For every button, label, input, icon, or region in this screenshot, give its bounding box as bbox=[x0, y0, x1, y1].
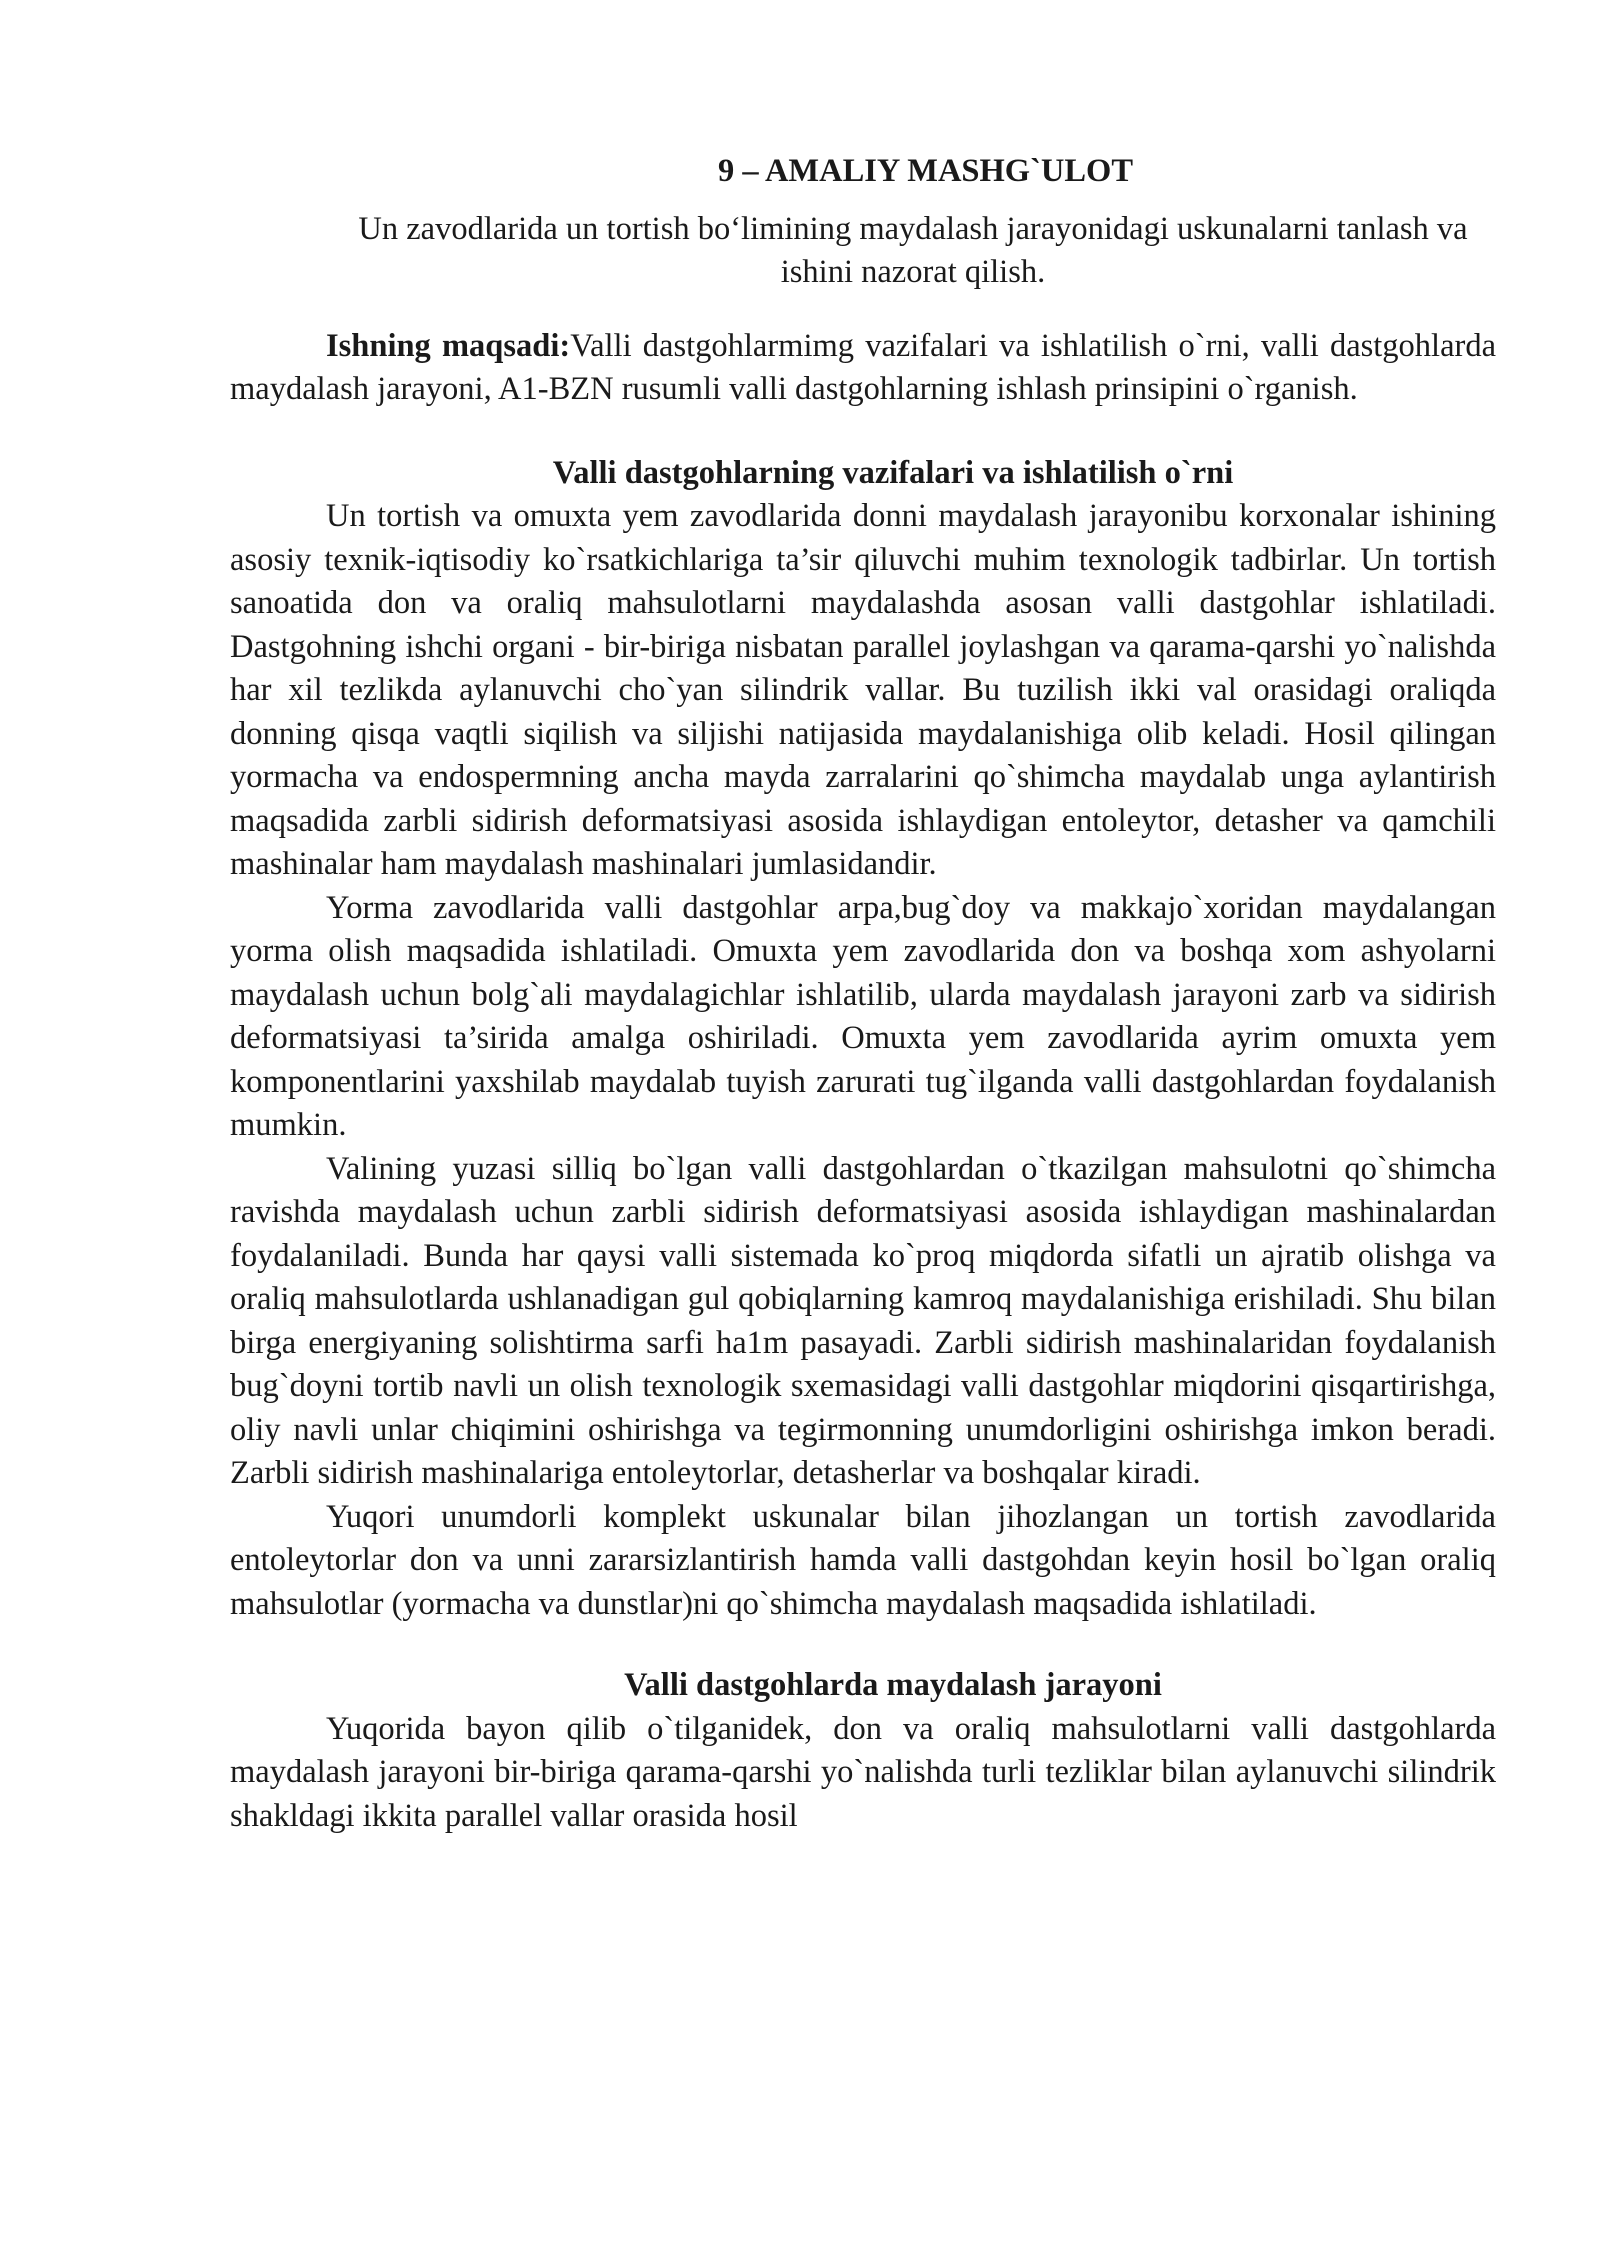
paragraph: Un tortish va omuxta yem zavodlarida donni maydalash jarayonibu korxonalar ishining asosiy texnik-iqtisodiy ko`rsatkichlariga ta’sir qiluvchi muhim texnologik tadbirlar. Un tortish sanoatida don va oraliq mahsulotlarni maydalashda asosan valli dastgohlar ishlatiladi. Dastgohning ishchi organi - bir-biriga nisbatan parallel joylashgan va qarama-qarshi yo`nalishda har xil tezlikda aylanuvchi cho`yan silindrik vallar. Bu tuzilish ikki val orasidagi oraliqda donning qisqa vaqtli siqilish va siljishi natijasida maydalanishiga olib keladi. Hosil qilingan yormacha va endospermning ancha mayda zarralarini qo`shimcha maydalab unga aylantirish maqsadida zarbli sidirish deformatsiyasi asosida ishlaydigan entoleytor, detasher va qamchili mashinalar ham maydalash mashinalari jumlasidandir. bbox=[230, 498, 1496, 882]
paragraph: Yuqori unumdorli komplekt uskunalar bilan jihozlangan un tortish zavodlarida entoleytorlar don va unni zararsizlantirish hamda valli dastgohdan keyin hosil bo`lgan oraliq mahsulotlar (yormacha va dunstlar)ni qo`shimcha maydalash maqsadida ishlatiladi. bbox=[230, 1498, 1496, 1622]
section-heading-grinding-process: Valli dastgohlarda maydalash jarayoni bbox=[624, 1667, 1162, 1703]
goal-text: Valli dastgohlarmimg vazifalari va ishlatilish o`rni, valli dastgohlarda maydalash jarayoni, A1-BZN rusumli valli dastgohlarning ishlash prinsipini o`rganish. bbox=[230, 327, 1496, 407]
page-subtitle: Un zavodlarida un tortish bo‘limining maydalash jarayonidagi uskunalarni tanlash va ishini nazorat qilish. bbox=[358, 210, 1468, 290]
paragraph: Valining yuzasi silliq bo`lgan valli dastgohlardan o`tkazilgan mahsulotni qo`shimcha ravishda maydalash uchun zarbli sidirish deformatsiyasi asosida ishlaydigan mashinalardan foydalaniladi. Bunda har qaysi valli sistemada ko`proq miqdorda sifatli un ajratib olishga va oraliq mahsulotlarda ushlanadigan gul qobiqlarning kamroq maydalanishiga erishiladi. Shu bilan birga energiyaning solishtirma sarfi ha1m pasayadi. Zarbli sidirish mashinalaridan foydalanish bug`doyni tortib navli un olish texnologik sxemasidagi valli dastgohlar miqdorini qisqartirishga, oliy navli unlar chiqimini oshirishga va tegirmonning unumdorligini oshirishga imkon beradi. Zarbli sidirish mashinalariga entoleytorlar, detasherlar va boshqalar kiradi. bbox=[230, 1150, 1496, 1491]
paragraph: Yorma zavodlarida valli dastgohlar arpa,bug`doy va makkajo`xoridan maydalangan yorma olish maqsadida ishlatiladi. Omuxta yem zavodlarida don va boshqa xom ashyolarni maydalash uchun bolg`ali maydalagichlar ishlatilib, ularda maydalash jarayoni zarb va sidirish deformatsiyasi ta’sirida amalga oshiriladi. Omuxta yem zavodlarida ayrim omuxta yem komponentlarini yaxshilab maydalab tuyish zarurati tug`ilganda valli dastgohlardan foydalanish mumkin. bbox=[230, 889, 1496, 1143]
section-heading-purpose: Valli dastgohlarning vazifalari va ishlatilish o`rni bbox=[552, 454, 1234, 491]
goal-paragraph bbox=[230, 325, 1496, 412]
page-title: 9 – AMALIY MASHG`ULOT bbox=[718, 153, 1133, 189]
paragraph: Yuqorida bayon qilib o`tilganidek, don va oraliq mahsulotlarni valli dastgohlarda maydalash jarayoni bir-biriga qarama-qarshi yo`nalishda turli tezliklar bilan aylanuvchi silindrik shakldagi ikkita parallel vallar orasida hosil bbox=[230, 1710, 1496, 1834]
document-page bbox=[230, 150, 1496, 1838]
goal-label: Ishning maqsadi: bbox=[326, 327, 571, 364]
